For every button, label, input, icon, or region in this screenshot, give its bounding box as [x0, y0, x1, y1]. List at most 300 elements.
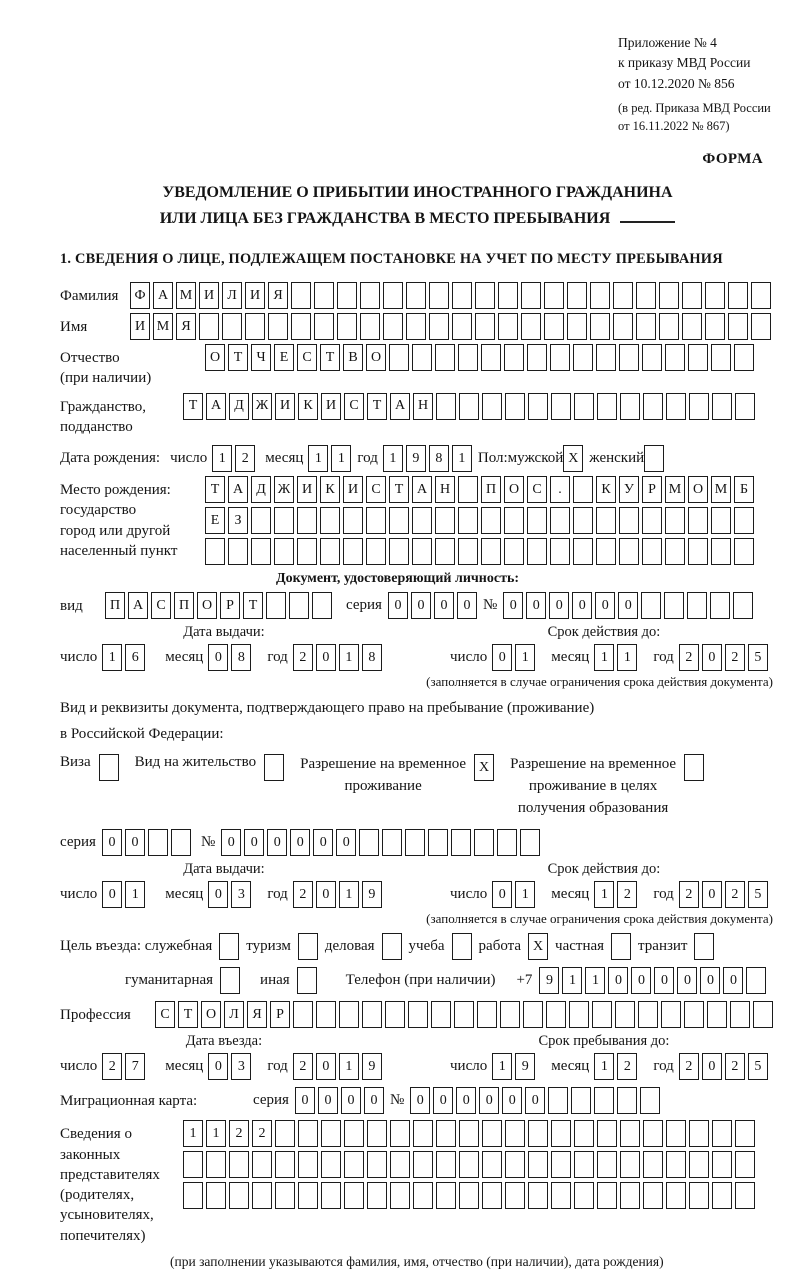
char-cell[interactable]: 2 — [725, 644, 745, 671]
char-cell[interactable]: 9 — [515, 1053, 535, 1080]
char-cell[interactable] — [360, 313, 380, 340]
char-cell[interactable]: 0 — [595, 592, 615, 619]
char-cell[interactable]: М — [665, 476, 685, 503]
char-cell[interactable] — [452, 313, 472, 340]
char-cell[interactable] — [148, 829, 168, 856]
char-cell[interactable] — [643, 1120, 663, 1147]
char-cell[interactable] — [597, 1151, 617, 1178]
char-cell[interactable]: З — [228, 507, 248, 534]
char-cell[interactable] — [590, 282, 610, 309]
char-cell[interactable] — [528, 1151, 548, 1178]
char-cell[interactable] — [733, 592, 753, 619]
char-cell[interactable] — [666, 1151, 686, 1178]
char-cell[interactable] — [551, 1182, 571, 1209]
char-cell[interactable] — [689, 1120, 709, 1147]
char-cell[interactable] — [642, 538, 662, 565]
char-cell[interactable] — [459, 1151, 479, 1178]
char-cell[interactable] — [505, 1182, 525, 1209]
char-cell[interactable]: 0 — [221, 829, 241, 856]
char-cell[interactable] — [275, 1182, 295, 1209]
char-cell[interactable] — [413, 1120, 433, 1147]
char-cell[interactable]: Н — [435, 476, 455, 503]
char-cell[interactable] — [550, 538, 570, 565]
char-cell[interactable] — [500, 1001, 520, 1028]
char-cell[interactable]: Б — [734, 476, 754, 503]
char-cell[interactable] — [475, 282, 495, 309]
char-cell[interactable]: 5 — [748, 644, 768, 671]
stay-year-cells[interactable] — [679, 1053, 768, 1080]
char-cell[interactable] — [220, 967, 240, 994]
char-cell[interactable]: А — [128, 592, 148, 619]
char-cell[interactable] — [222, 313, 242, 340]
char-cell[interactable] — [359, 829, 379, 856]
purpose-other-checkbox[interactable] — [297, 967, 317, 994]
char-cell[interactable] — [436, 1151, 456, 1178]
visa-checkbox[interactable] — [99, 754, 119, 781]
char-cell[interactable]: 2 — [725, 1053, 745, 1080]
char-cell[interactable]: А — [412, 476, 432, 503]
char-cell[interactable]: 0 — [102, 829, 122, 856]
char-cell[interactable] — [205, 538, 225, 565]
char-cell[interactable] — [291, 282, 311, 309]
char-cell[interactable]: Т — [320, 344, 340, 371]
char-cell[interactable] — [474, 829, 494, 856]
char-cell[interactable] — [613, 282, 633, 309]
char-cell[interactable]: 1 — [492, 1053, 512, 1080]
char-cell[interactable] — [707, 1001, 727, 1028]
char-cell[interactable] — [620, 1151, 640, 1178]
char-cell[interactable]: 0 — [316, 1053, 336, 1080]
residence-expiry-day-cells[interactable] — [492, 881, 535, 908]
char-cell[interactable]: 1 — [617, 644, 637, 671]
char-cell[interactable] — [382, 933, 402, 960]
char-cell[interactable] — [573, 344, 593, 371]
char-cell[interactable] — [339, 1001, 359, 1028]
char-cell[interactable] — [746, 967, 766, 994]
char-cell[interactable] — [436, 393, 456, 420]
char-cell[interactable]: И — [245, 282, 265, 309]
char-cell[interactable]: 0 — [316, 644, 336, 671]
char-cell[interactable] — [366, 507, 386, 534]
char-cell[interactable] — [573, 476, 593, 503]
char-cell[interactable]: 0 — [411, 592, 431, 619]
purpose-business-checkbox[interactable] — [382, 933, 402, 960]
char-cell[interactable]: 0 — [244, 829, 264, 856]
purpose-work-checkbox[interactable] — [528, 933, 548, 960]
char-cell[interactable]: 1 — [383, 445, 403, 472]
char-cell[interactable] — [505, 1120, 525, 1147]
char-cell[interactable] — [643, 1182, 663, 1209]
residence-number-cells[interactable] — [221, 829, 540, 856]
entry-month-cells[interactable] — [208, 1053, 251, 1080]
char-cell[interactable]: Т — [178, 1001, 198, 1028]
identity-expiry-year-cells[interactable] — [679, 644, 768, 671]
char-cell[interactable] — [337, 282, 357, 309]
char-cell[interactable]: М — [711, 476, 731, 503]
char-cell[interactable] — [528, 1182, 548, 1209]
char-cell[interactable]: 0 — [290, 829, 310, 856]
char-cell[interactable]: 0 — [318, 1087, 338, 1114]
char-cell[interactable]: 1 — [339, 644, 359, 671]
char-cell[interactable] — [229, 1151, 249, 1178]
char-cell[interactable]: А — [390, 393, 410, 420]
char-cell[interactable]: 1 — [183, 1120, 203, 1147]
char-cell[interactable] — [735, 393, 755, 420]
char-cell[interactable] — [527, 507, 547, 534]
char-cell[interactable] — [344, 1120, 364, 1147]
char-cell[interactable]: 1 — [515, 881, 535, 908]
char-cell[interactable]: X — [563, 445, 583, 472]
char-cell[interactable]: И — [199, 282, 219, 309]
char-cell[interactable] — [527, 344, 547, 371]
char-cell[interactable] — [574, 1120, 594, 1147]
char-cell[interactable] — [573, 538, 593, 565]
char-cell[interactable] — [390, 1151, 410, 1178]
char-cell[interactable]: И — [343, 476, 363, 503]
char-cell[interactable] — [321, 1120, 341, 1147]
char-cell[interactable]: 6 — [125, 644, 145, 671]
char-cell[interactable]: 2 — [252, 1120, 272, 1147]
char-cell[interactable]: С — [155, 1001, 175, 1028]
char-cell[interactable]: Т — [243, 592, 263, 619]
doc-series-cells[interactable] — [388, 592, 477, 619]
char-cell[interactable]: А — [206, 393, 226, 420]
char-cell[interactable] — [183, 1151, 203, 1178]
char-cell[interactable] — [546, 1001, 566, 1028]
char-cell[interactable] — [475, 313, 495, 340]
char-cell[interactable] — [482, 1120, 502, 1147]
char-cell[interactable]: Ж — [274, 476, 294, 503]
char-cell[interactable] — [551, 1120, 571, 1147]
char-cell[interactable] — [521, 313, 541, 340]
identity-issue-month-cells[interactable] — [208, 644, 251, 671]
residence-series-cells[interactable] — [102, 829, 191, 856]
identity-issue-day-cells[interactable] — [102, 644, 145, 671]
char-cell[interactable]: 0 — [702, 1053, 722, 1080]
char-cell[interactable] — [498, 313, 518, 340]
phone-cells[interactable] — [539, 967, 766, 994]
char-cell[interactable] — [314, 313, 334, 340]
char-cell[interactable] — [459, 1182, 479, 1209]
char-cell[interactable] — [544, 282, 564, 309]
char-cell[interactable]: 0 — [654, 967, 674, 994]
char-cell[interactable]: 0 — [208, 1053, 228, 1080]
char-cell[interactable] — [574, 393, 594, 420]
birth-day-cells[interactable] — [212, 445, 255, 472]
char-cell[interactable]: 5 — [748, 881, 768, 908]
char-cell[interactable] — [735, 1182, 755, 1209]
char-cell[interactable] — [735, 1120, 755, 1147]
char-cell[interactable] — [413, 1182, 433, 1209]
char-cell[interactable] — [619, 538, 639, 565]
char-cell[interactable] — [385, 1001, 405, 1028]
char-cell[interactable] — [712, 1120, 732, 1147]
char-cell[interactable]: С — [297, 344, 317, 371]
char-cell[interactable]: 0 — [631, 967, 651, 994]
char-cell[interactable]: К — [298, 393, 318, 420]
char-cell[interactable]: 8 — [231, 644, 251, 671]
char-cell[interactable]: П — [174, 592, 194, 619]
char-cell[interactable] — [312, 592, 332, 619]
char-cell[interactable] — [666, 1120, 686, 1147]
char-cell[interactable] — [711, 344, 731, 371]
char-cell[interactable]: 0 — [388, 592, 408, 619]
char-cell[interactable]: 1 — [515, 644, 535, 671]
char-cell[interactable]: 0 — [267, 829, 287, 856]
char-cell[interactable] — [362, 1001, 382, 1028]
char-cell[interactable]: X — [528, 933, 548, 960]
char-cell[interactable] — [730, 1001, 750, 1028]
char-cell[interactable]: И — [275, 393, 295, 420]
char-cell[interactable] — [481, 538, 501, 565]
char-cell[interactable] — [343, 507, 363, 534]
char-cell[interactable]: Л — [222, 282, 242, 309]
char-cell[interactable] — [664, 592, 684, 619]
char-cell[interactable]: Я — [176, 313, 196, 340]
char-cell[interactable] — [636, 282, 656, 309]
birth-place-row-3[interactable] — [205, 538, 754, 565]
char-cell[interactable]: 0 — [549, 592, 569, 619]
char-cell[interactable] — [734, 538, 754, 565]
char-cell[interactable] — [482, 1151, 502, 1178]
char-cell[interactable] — [597, 1120, 617, 1147]
char-cell[interactable] — [321, 1151, 341, 1178]
char-cell[interactable] — [659, 282, 679, 309]
char-cell[interactable] — [550, 344, 570, 371]
char-cell[interactable] — [320, 538, 340, 565]
purpose-study-checkbox[interactable] — [452, 933, 472, 960]
char-cell[interactable] — [592, 1001, 612, 1028]
char-cell[interactable] — [252, 1151, 272, 1178]
char-cell[interactable] — [291, 313, 311, 340]
char-cell[interactable] — [684, 1001, 704, 1028]
char-cell[interactable]: 2 — [293, 1053, 313, 1080]
char-cell[interactable] — [412, 344, 432, 371]
birth-month-cells[interactable] — [308, 445, 351, 472]
char-cell[interactable] — [268, 313, 288, 340]
firstname-cells[interactable] — [130, 313, 771, 340]
char-cell[interactable]: 2 — [679, 644, 699, 671]
char-cell[interactable]: 9 — [539, 967, 559, 994]
char-cell[interactable] — [665, 538, 685, 565]
char-cell[interactable] — [275, 1120, 295, 1147]
char-cell[interactable] — [619, 344, 639, 371]
char-cell[interactable]: 0 — [313, 829, 333, 856]
char-cell[interactable]: В — [343, 344, 363, 371]
char-cell[interactable] — [505, 1151, 525, 1178]
char-cell[interactable] — [390, 1182, 410, 1209]
stay-day-cells[interactable] — [492, 1053, 535, 1080]
char-cell[interactable]: 1 — [212, 445, 232, 472]
char-cell[interactable]: 0 — [295, 1087, 315, 1114]
char-cell[interactable]: А — [153, 282, 173, 309]
char-cell[interactable]: 1 — [452, 445, 472, 472]
char-cell[interactable] — [689, 1182, 709, 1209]
char-cell[interactable] — [620, 1120, 640, 1147]
char-cell[interactable] — [544, 313, 564, 340]
patronymic-cells[interactable] — [205, 344, 754, 371]
char-cell[interactable]: 0 — [702, 881, 722, 908]
char-cell[interactable] — [298, 1120, 318, 1147]
char-cell[interactable]: К — [320, 476, 340, 503]
legal-reps-row-3[interactable] — [183, 1182, 755, 1209]
residence-expiry-year-cells[interactable] — [679, 881, 768, 908]
char-cell[interactable]: 1 — [125, 881, 145, 908]
char-cell[interactable]: С — [151, 592, 171, 619]
char-cell[interactable] — [520, 829, 540, 856]
char-cell[interactable]: Т — [205, 476, 225, 503]
char-cell[interactable]: И — [130, 313, 150, 340]
char-cell[interactable]: Я — [268, 282, 288, 309]
char-cell[interactable]: А — [228, 476, 248, 503]
char-cell[interactable] — [498, 282, 518, 309]
char-cell[interactable]: 2 — [293, 881, 313, 908]
char-cell[interactable]: 9 — [362, 881, 382, 908]
char-cell[interactable] — [429, 282, 449, 309]
char-cell[interactable] — [171, 829, 191, 856]
char-cell[interactable] — [615, 1001, 635, 1028]
char-cell[interactable] — [435, 507, 455, 534]
char-cell[interactable] — [751, 313, 771, 340]
char-cell[interactable] — [521, 282, 541, 309]
char-cell[interactable] — [428, 829, 448, 856]
char-cell[interactable] — [712, 393, 732, 420]
char-cell[interactable] — [659, 313, 679, 340]
char-cell[interactable] — [297, 538, 317, 565]
char-cell[interactable] — [320, 507, 340, 534]
char-cell[interactable] — [390, 1120, 410, 1147]
char-cell[interactable] — [389, 507, 409, 534]
char-cell[interactable]: П — [481, 476, 501, 503]
char-cell[interactable]: М — [153, 313, 173, 340]
purpose-private-checkbox[interactable] — [611, 933, 631, 960]
char-cell[interactable] — [705, 282, 725, 309]
char-cell[interactable] — [206, 1182, 226, 1209]
char-cell[interactable]: 2 — [725, 881, 745, 908]
char-cell[interactable]: 3 — [231, 881, 251, 908]
char-cell[interactable]: И — [297, 476, 317, 503]
char-cell[interactable]: П — [105, 592, 125, 619]
char-cell[interactable] — [481, 507, 501, 534]
char-cell[interactable] — [383, 282, 403, 309]
char-cell[interactable] — [661, 1001, 681, 1028]
char-cell[interactable]: 0 — [457, 592, 477, 619]
char-cell[interactable] — [229, 1182, 249, 1209]
char-cell[interactable]: 1 — [594, 1053, 614, 1080]
char-cell[interactable]: 2 — [679, 881, 699, 908]
char-cell[interactable] — [617, 1087, 637, 1114]
char-cell[interactable] — [551, 393, 571, 420]
char-cell[interactable] — [436, 1120, 456, 1147]
char-cell[interactable]: 0 — [434, 592, 454, 619]
char-cell[interactable] — [344, 1182, 364, 1209]
char-cell[interactable]: 1 — [562, 967, 582, 994]
char-cell[interactable] — [728, 282, 748, 309]
char-cell[interactable]: 2 — [229, 1120, 249, 1147]
char-cell[interactable]: 0 — [503, 592, 523, 619]
char-cell[interactable]: Т — [228, 344, 248, 371]
char-cell[interactable] — [590, 313, 610, 340]
char-cell[interactable]: О — [366, 344, 386, 371]
residence-issue-day-cells[interactable] — [102, 881, 145, 908]
char-cell[interactable] — [753, 1001, 773, 1028]
char-cell[interactable]: 0 — [502, 1087, 522, 1114]
char-cell[interactable] — [360, 282, 380, 309]
char-cell[interactable] — [412, 538, 432, 565]
char-cell[interactable] — [548, 1087, 568, 1114]
char-cell[interactable]: У — [619, 476, 639, 503]
char-cell[interactable] — [689, 1151, 709, 1178]
sex-male-checkbox[interactable] — [563, 445, 583, 472]
char-cell[interactable] — [523, 1001, 543, 1028]
char-cell[interactable] — [527, 538, 547, 565]
char-cell[interactable] — [636, 313, 656, 340]
char-cell[interactable] — [597, 1182, 617, 1209]
residence-permit-checkbox[interactable] — [264, 754, 284, 781]
char-cell[interactable] — [454, 1001, 474, 1028]
char-cell[interactable] — [642, 344, 662, 371]
char-cell[interactable] — [293, 1001, 313, 1028]
char-cell[interactable] — [504, 344, 524, 371]
char-cell[interactable] — [597, 393, 617, 420]
char-cell[interactable] — [682, 282, 702, 309]
char-cell[interactable] — [620, 1182, 640, 1209]
char-cell[interactable] — [406, 282, 426, 309]
char-cell[interactable]: 0 — [479, 1087, 499, 1114]
char-cell[interactable]: Я — [247, 1001, 267, 1028]
purpose-tourism-checkbox[interactable] — [298, 933, 318, 960]
char-cell[interactable] — [611, 933, 631, 960]
char-cell[interactable] — [728, 313, 748, 340]
residence-issue-year-cells[interactable] — [293, 881, 382, 908]
char-cell[interactable]: 2 — [617, 1053, 637, 1080]
identity-expiry-day-cells[interactable] — [492, 644, 535, 671]
char-cell[interactable] — [289, 592, 309, 619]
char-cell[interactable] — [705, 313, 725, 340]
char-cell[interactable] — [298, 1182, 318, 1209]
char-cell[interactable]: О — [504, 476, 524, 503]
doc-type-cells[interactable] — [105, 592, 332, 619]
char-cell[interactable]: Е — [274, 344, 294, 371]
char-cell[interactable]: 1 — [206, 1120, 226, 1147]
char-cell[interactable] — [413, 1151, 433, 1178]
char-cell[interactable] — [712, 1151, 732, 1178]
char-cell[interactable]: 0 — [618, 592, 638, 619]
migration-number-cells[interactable] — [410, 1087, 660, 1114]
doc-number-cells[interactable] — [503, 592, 753, 619]
char-cell[interactable] — [711, 538, 731, 565]
char-cell[interactable] — [734, 344, 754, 371]
char-cell[interactable]: 0 — [572, 592, 592, 619]
purpose-humanitarian-checkbox[interactable] — [220, 967, 240, 994]
char-cell[interactable] — [459, 1120, 479, 1147]
profession-cells[interactable] — [155, 1001, 773, 1028]
char-cell[interactable]: 0 — [410, 1087, 430, 1114]
char-cell[interactable] — [431, 1001, 451, 1028]
char-cell[interactable] — [245, 313, 265, 340]
char-cell[interactable] — [505, 393, 525, 420]
char-cell[interactable]: Т — [367, 393, 387, 420]
char-cell[interactable] — [665, 344, 685, 371]
legal-reps-row-2[interactable] — [183, 1151, 755, 1178]
char-cell[interactable] — [435, 538, 455, 565]
char-cell[interactable]: Е — [205, 507, 225, 534]
char-cell[interactable]: Ж — [252, 393, 272, 420]
char-cell[interactable]: Л — [224, 1001, 244, 1028]
char-cell[interactable]: 0 — [433, 1087, 453, 1114]
char-cell[interactable]: Ч — [251, 344, 271, 371]
entry-year-cells[interactable] — [293, 1053, 382, 1080]
